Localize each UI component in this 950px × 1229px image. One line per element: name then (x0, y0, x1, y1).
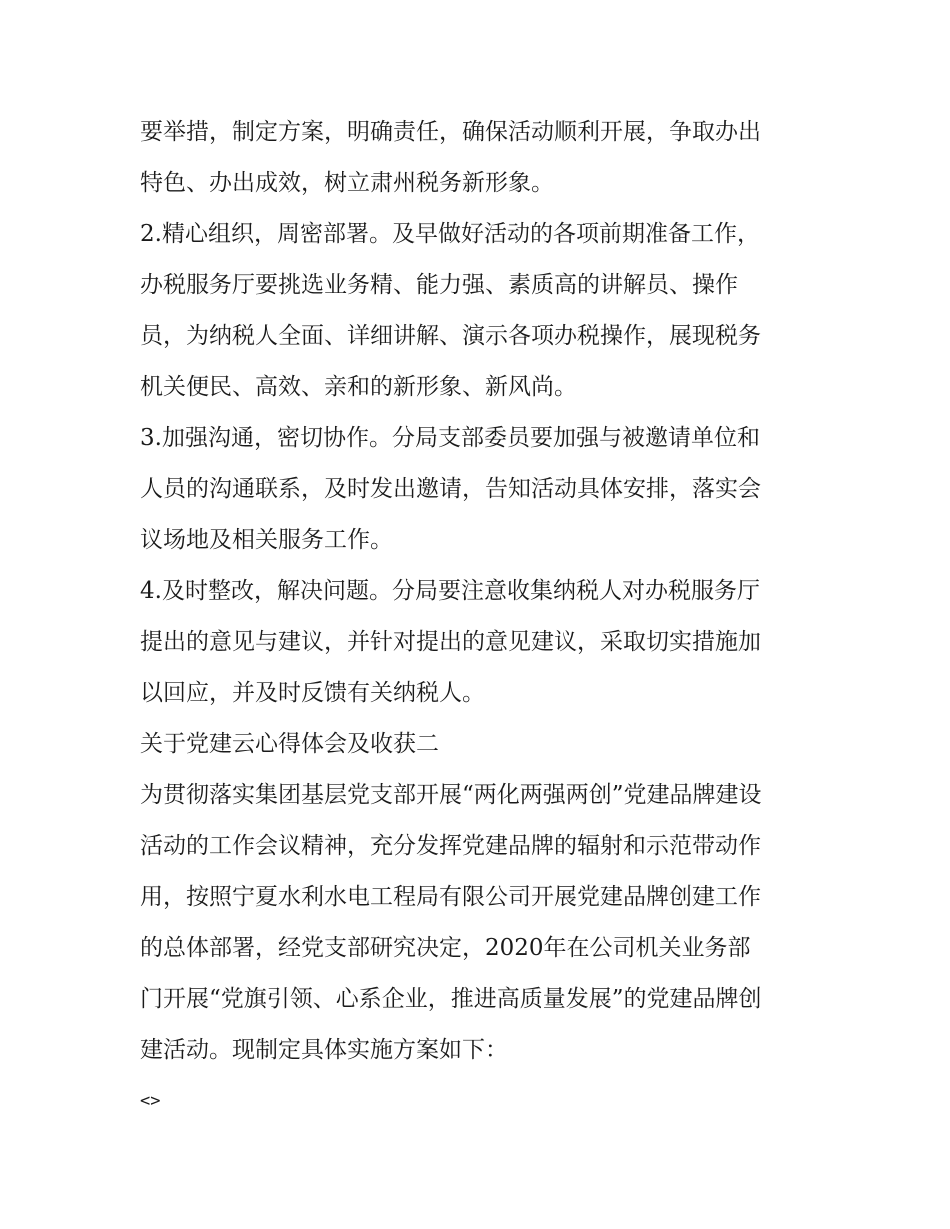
text-line: 为贯彻落实集团基层党支部开展“两化两强两创”党建品牌建设 (140, 782, 762, 808)
text-line: 人员的沟通联系，及时发出邀请，告知活动具体安排，落实会 (140, 476, 761, 502)
text-line: 4.及时整改，解决问题。分局要注意收集纳税人对办税服务厅 (140, 578, 760, 604)
text-line: 2.精心组织，周密部署。及早做好活动的各项前期准备工作， (140, 221, 760, 247)
text-line: 建活动。现制定具体实施方案如下： (140, 1037, 508, 1063)
text-line: 的总体部署，经党支部研究决定，2020年在公司机关业务部 (140, 935, 751, 961)
document-body (140, 107, 820, 1127)
text-line: 提出的意见与建议，并针对提出的意见建议，采取切实措施加 (140, 629, 761, 655)
text-line: 活动的工作会议精神，充分发挥党建品牌的辐射和示范带动作 (140, 833, 761, 859)
text-line: 机关便民、高效、亲和的新形象、新风尚。 (140, 374, 577, 400)
section-heading: 关于党建云心得体会及收获二 (140, 731, 439, 757)
text-line: 议场地及相关服务工作。 (140, 527, 393, 553)
text-line: 特色、办出成效，树立肃州税务新形象。 (140, 170, 554, 196)
placeholder-marker: <> (140, 1091, 161, 1111)
text-line: 用，按照宁夏水利水电工程局有限公司开展党建品牌创建工作 (140, 884, 761, 910)
text-line: 办税服务厅要挑选业务精、能力强、素质高的讲解员、操作 (140, 272, 738, 298)
text-line: 员，为纳税人全面、详细讲解、演示各项办税操作，展现税务 (140, 323, 761, 349)
text-line: 门开展“党旗引领、心系企业，推进高质量发展”的党建品牌创 (140, 986, 762, 1012)
text-line: 要举措，制定方案，明确责任，确保活动顺利开展，争取办出 (140, 119, 761, 145)
text-line: 以回应，并及时反馈有关纳税人。 (140, 680, 485, 706)
text-line: 3.加强沟通，密切协作。分局支部委员要加强与被邀请单位和 (140, 425, 760, 451)
